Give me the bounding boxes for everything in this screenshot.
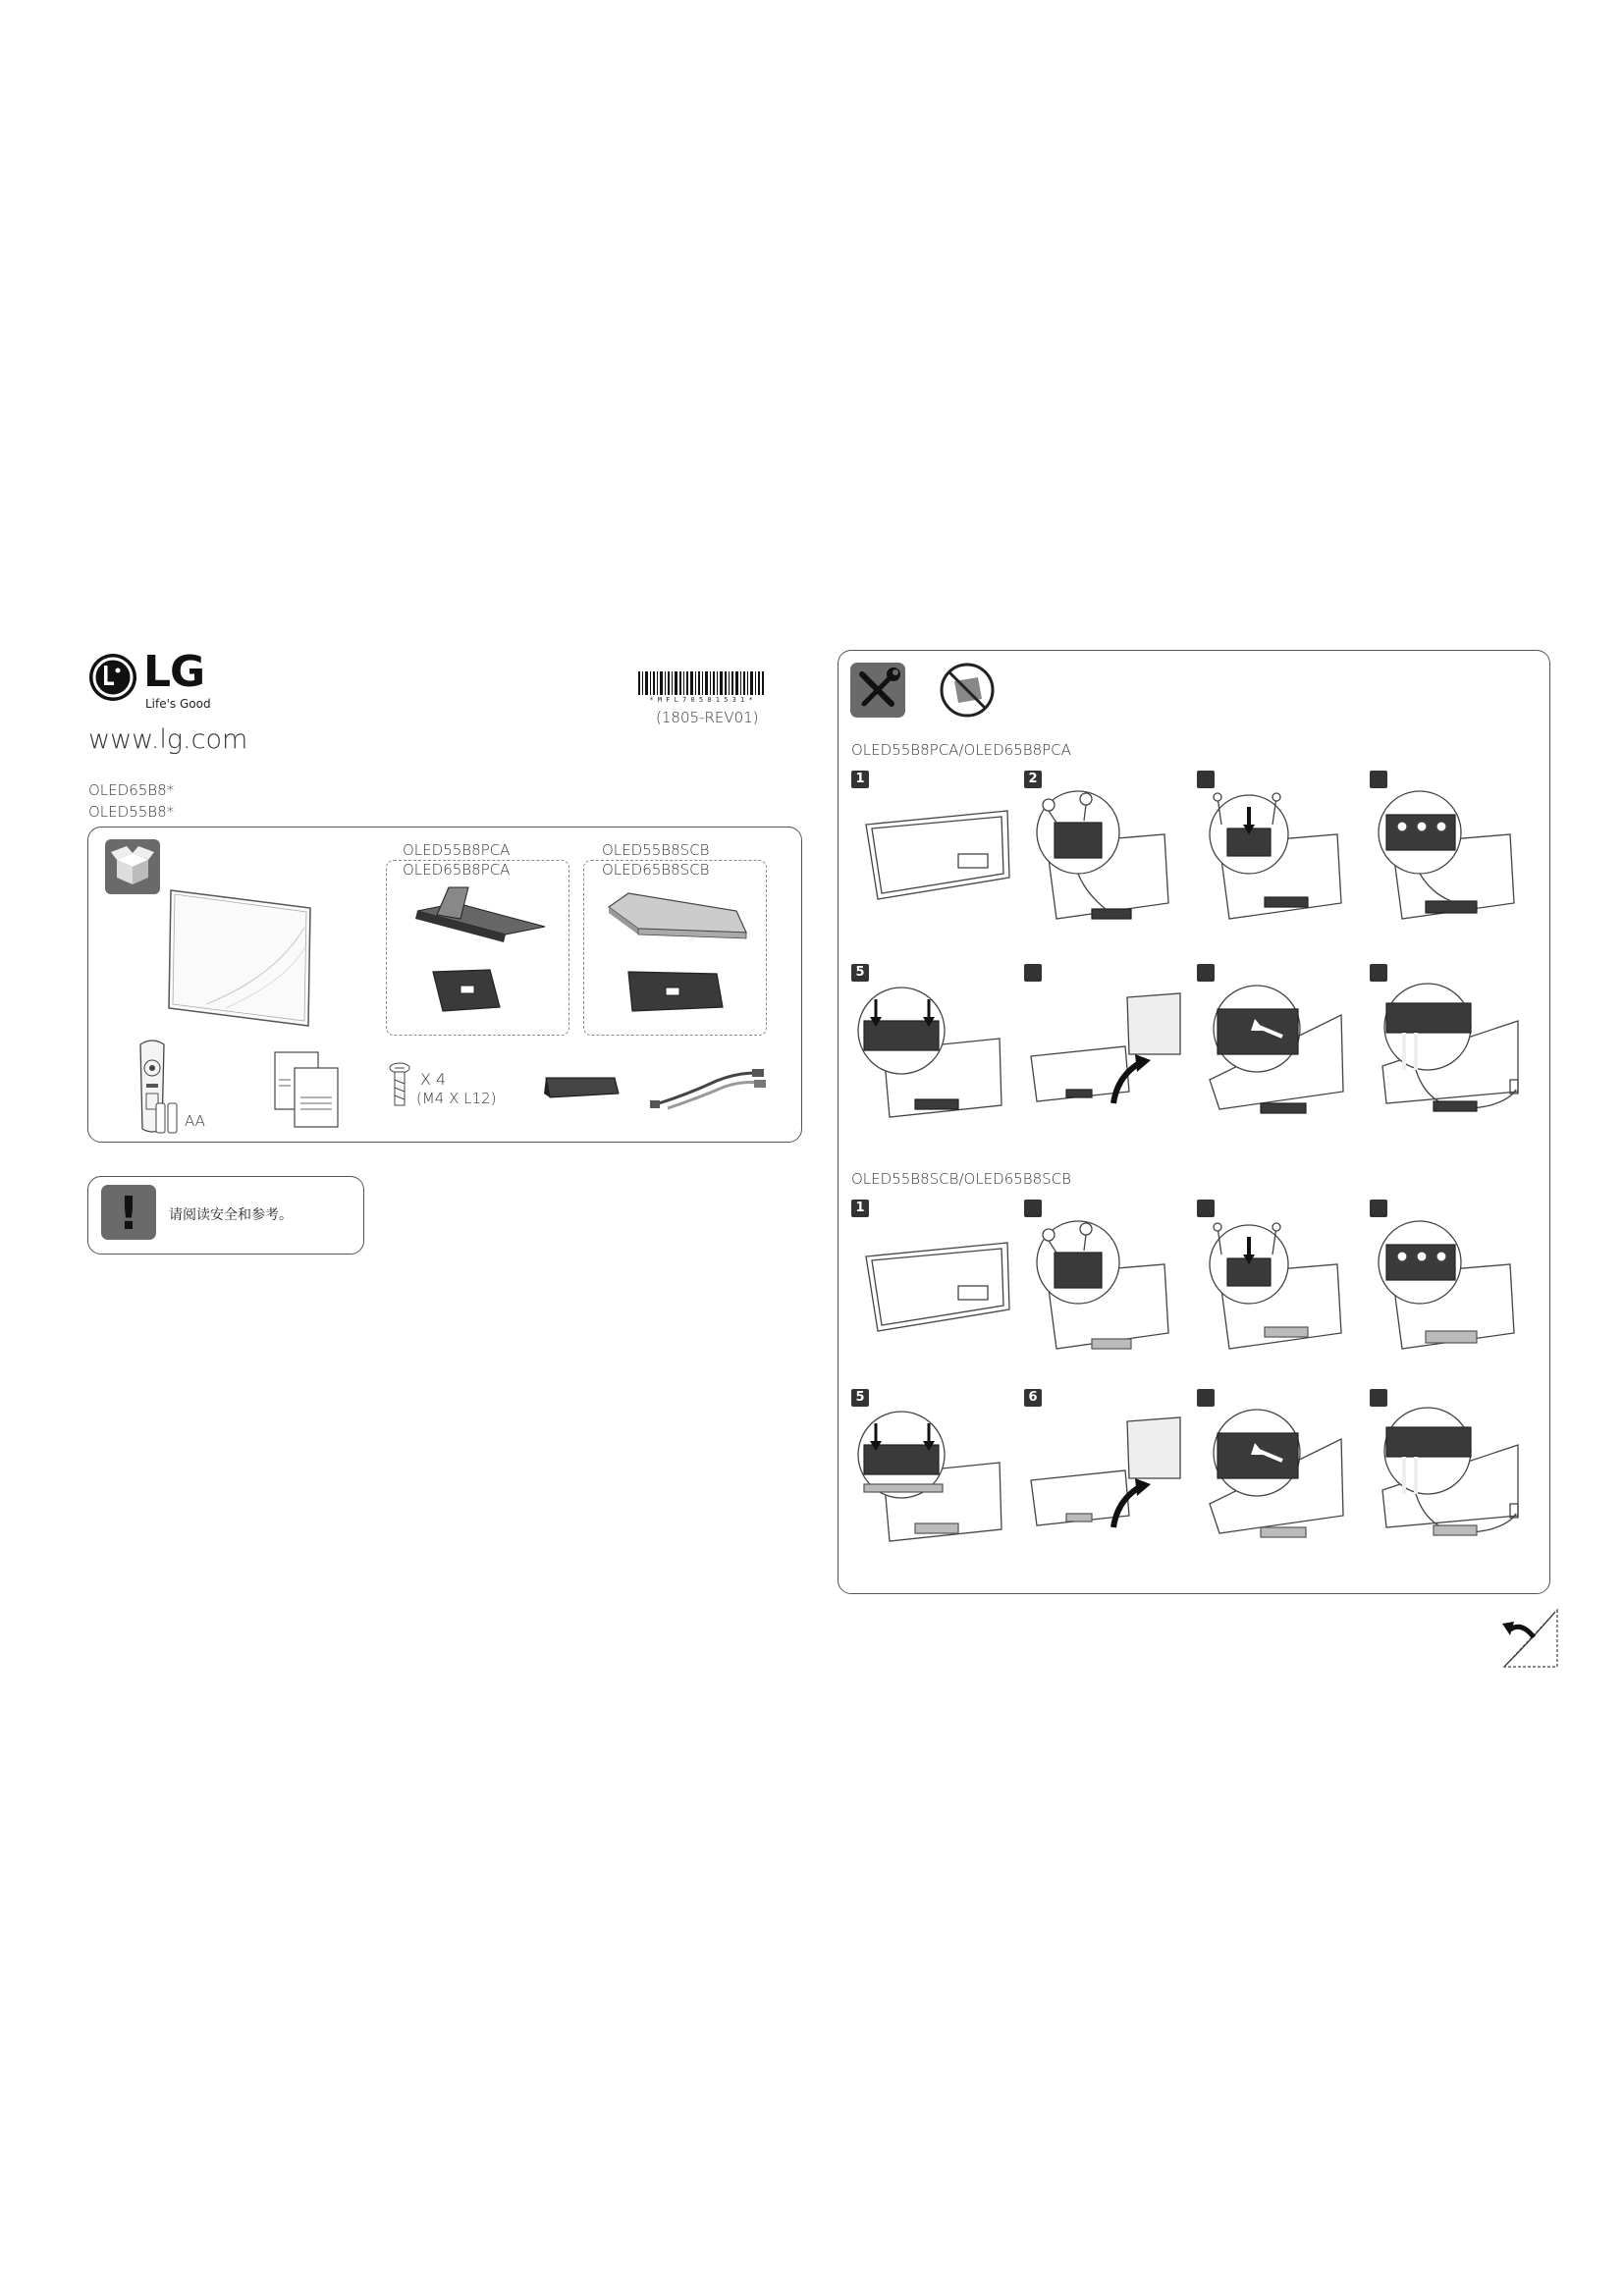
no-screen-pressure-icon <box>939 662 996 719</box>
warning-icon <box>101 1185 156 1240</box>
step-illustration-route-cables <box>1373 1406 1520 1553</box>
step-badge: 1 <box>851 1200 869 1217</box>
screw-icon <box>389 1062 410 1109</box>
lg-logo <box>88 647 255 712</box>
screw-size: (M4 X L12) <box>416 1090 497 1107</box>
step-illustration-attach-cover <box>1200 982 1347 1129</box>
step-illustration-insert-screws <box>1200 1215 1347 1362</box>
step-badge: 5 <box>851 1389 869 1407</box>
step-illustration-attach-bracket <box>1027 1215 1174 1362</box>
logo-tagline: Life's Good <box>145 697 211 711</box>
barcode-bars <box>638 671 764 695</box>
stand-model-label: OLED55B8PCA <box>403 841 511 859</box>
cable-adapter-image <box>648 1065 766 1114</box>
model-list <box>88 779 174 823</box>
step-illustration-insert-screws <box>1200 785 1347 933</box>
manual-documents-image <box>273 1050 342 1129</box>
barcode <box>638 671 764 695</box>
lg-logo-icon <box>88 653 137 702</box>
section-title-scb: OLED55B8SCB/OLED65B8SCB <box>851 1170 1071 1188</box>
section-title-pca: OLED55B8PCA/OLED65B8PCA <box>851 741 1071 759</box>
step-illustration-lift-tv <box>1027 982 1174 1129</box>
tv-panel-image <box>167 888 314 1026</box>
exclamation-icon: ! <box>118 1187 139 1240</box>
website-url: www.lg.com <box>88 724 248 755</box>
stand-scb-image <box>599 883 756 1031</box>
screwdriver-wrench-icon <box>850 663 905 718</box>
step-badge: 6 <box>1024 1389 1042 1407</box>
step-illustration-tighten-screws <box>854 982 1001 1129</box>
stand-pca-image <box>398 883 555 1031</box>
step-illustration-tv-face-down <box>864 1237 1011 1345</box>
step-illustration-mount-stand <box>1373 785 1520 933</box>
step-badge <box>1370 1389 1387 1407</box>
cable-cover-image <box>542 1072 621 1101</box>
model-item: OLED55B8* <box>88 803 175 821</box>
battery-icon <box>155 1101 179 1135</box>
step-illustration-tighten-screws <box>854 1406 1001 1553</box>
step-illustration-tv-face-down <box>864 805 1011 913</box>
page-turn-icon <box>1500 1608 1559 1669</box>
model-item: OLED65B8* <box>88 781 175 799</box>
step-illustration-mount-stand <box>1373 1215 1520 1362</box>
barcode-number: * M F L 7 0 5 8 1 5 3 1 * <box>649 696 753 704</box>
step-illustration-attach-bracket <box>1027 785 1174 933</box>
step-badge <box>1024 964 1042 982</box>
step-badge: 2 <box>1024 771 1042 788</box>
step-badge: 1 <box>851 771 869 788</box>
document-code: (1805-REV01) <box>656 709 759 726</box>
tools-icon <box>850 663 905 718</box>
stand-model-label: OLED55B8SCB <box>602 841 710 859</box>
screw-quantity: X 4 <box>420 1070 447 1089</box>
step-badge <box>1197 964 1215 982</box>
step-illustration-lift-tv <box>1027 1406 1174 1553</box>
step-illustration-route-cables <box>1373 982 1520 1129</box>
logo-text: LG <box>143 647 205 697</box>
step-badge: 5 <box>851 964 869 982</box>
package-box-icon <box>105 839 160 894</box>
step-badge <box>1370 964 1387 982</box>
stand-model-label: OLED65B8SCB <box>602 861 710 879</box>
safety-notice-text: 请阅读安全和参考。 <box>169 1207 293 1223</box>
battery-label: AA <box>185 1112 205 1130</box>
step-badge <box>1197 1389 1215 1407</box>
stand-model-label: OLED65B8PCA <box>403 861 511 879</box>
step-illustration-attach-cover <box>1200 1406 1347 1553</box>
